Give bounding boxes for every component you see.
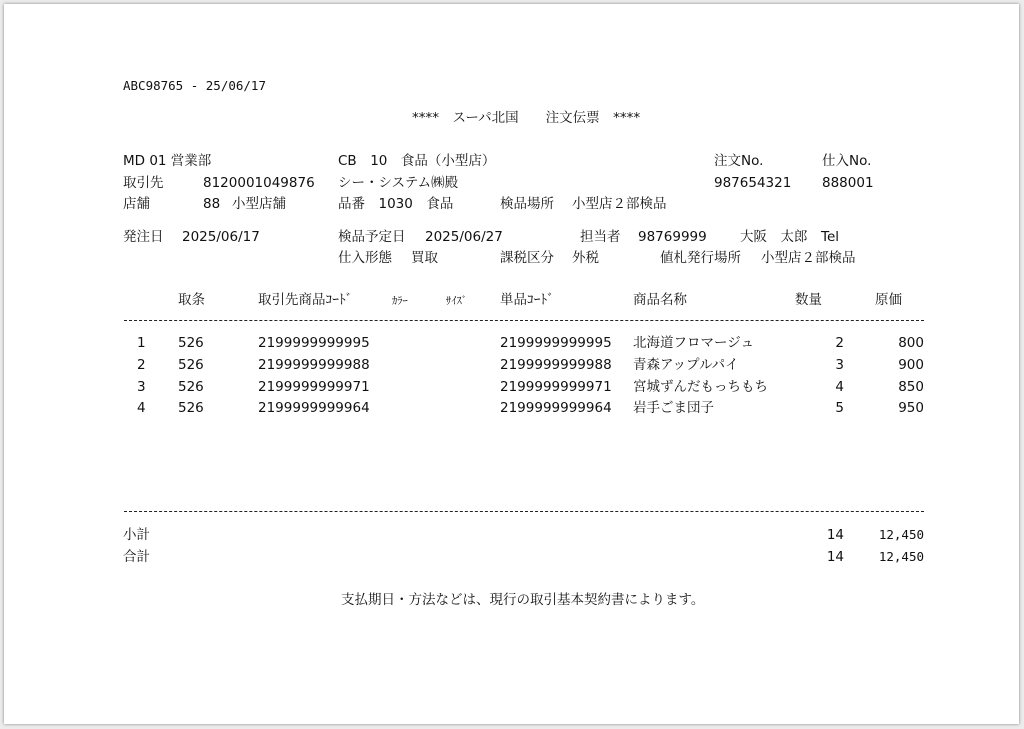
row-product-name: 青森アップルパイ bbox=[633, 357, 739, 373]
row-cost: 800 bbox=[898, 335, 924, 351]
tax-label: 課税区分 bbox=[500, 250, 554, 266]
row-supplier-code: 2199999999971 bbox=[258, 379, 370, 395]
supplier-name: シー・システム㈱殿 bbox=[338, 175, 459, 191]
order-date-label: 発注日 bbox=[123, 229, 164, 245]
subtotal-label: 小計 bbox=[123, 527, 150, 543]
row-unit-code: 2199999999995 bbox=[500, 335, 612, 351]
row-product-name: 宮城ずんだもっちもち bbox=[633, 379, 768, 395]
row-supplier-code: 2199999999988 bbox=[258, 357, 370, 373]
row-cost: 900 bbox=[898, 357, 924, 373]
row-cost: 850 bbox=[898, 379, 924, 395]
row-unit-code: 2199999999988 bbox=[500, 357, 612, 373]
item-number: 品番 1030 食品 bbox=[338, 196, 454, 212]
purchase-type: 買取 bbox=[411, 250, 438, 266]
row-unit-code: 2199999999964 bbox=[500, 400, 612, 416]
row-terms: 526 bbox=[178, 400, 204, 416]
inspect-date-label: 検品予定日 bbox=[338, 229, 406, 245]
row-product-name: 北海道フロマージュ bbox=[633, 335, 754, 351]
inspect-date: 2025/06/27 bbox=[425, 229, 503, 245]
subtotal-quantity: 14 bbox=[826, 527, 844, 543]
total-cost: 12,450 bbox=[878, 549, 924, 564]
tag-place-label: 値札発行場所 bbox=[660, 250, 741, 266]
staff-code: 98769999 bbox=[638, 229, 707, 245]
order-no-label: 注文No. bbox=[714, 153, 764, 169]
col-header-unit-code: 単品ｺｰﾄﾞ bbox=[500, 292, 554, 308]
order-no: 987654321 bbox=[714, 175, 792, 191]
store-label: 店舗 bbox=[123, 196, 150, 212]
store-name: 小型店舗 bbox=[232, 196, 286, 212]
row-product-name: 岩手ごま団子 bbox=[633, 400, 714, 416]
col-header-product-name: 商品名称 bbox=[633, 292, 687, 308]
order-date: 2025/06/17 bbox=[182, 229, 260, 245]
row-quantity: 5 bbox=[835, 400, 844, 416]
row-number: 4 bbox=[137, 400, 146, 416]
supplier-label: 取引先 bbox=[123, 175, 164, 191]
row-number: 2 bbox=[137, 357, 146, 373]
row-supplier-code: 2199999999964 bbox=[258, 400, 370, 416]
row-quantity: 4 bbox=[835, 379, 844, 395]
total-quantity: 14 bbox=[826, 549, 844, 565]
row-number: 3 bbox=[137, 379, 146, 395]
inspect-place-label: 検品場所 bbox=[500, 196, 554, 212]
staff-name: 大阪 太郎 Tel bbox=[740, 229, 840, 245]
row-quantity: 2 bbox=[835, 335, 844, 351]
row-terms: 526 bbox=[178, 357, 204, 373]
document-id: ABC98765 - 25/06/17 bbox=[123, 78, 266, 93]
row-supplier-code: 2199999999995 bbox=[258, 335, 370, 351]
tax-type: 外税 bbox=[572, 250, 599, 266]
inspect-place: 小型店２部検品 bbox=[572, 196, 667, 212]
subtotal-cost: 12,450 bbox=[878, 527, 924, 542]
order-slip-page bbox=[4, 4, 1019, 724]
payment-terms-note: 支払期日・方法などは、現行の取引基本契約書によります。 bbox=[341, 592, 705, 608]
divider-top bbox=[124, 320, 924, 321]
col-header-quantity: 数量 bbox=[795, 292, 822, 308]
divider-bottom bbox=[124, 511, 924, 512]
purchase-no-label: 仕入No. bbox=[822, 153, 872, 169]
supplier-code: 8120001049876 bbox=[203, 175, 315, 191]
row-terms: 526 bbox=[178, 379, 204, 395]
total-label: 合計 bbox=[123, 549, 150, 565]
purchase-type-label: 仕入形態 bbox=[338, 250, 392, 266]
tag-place: 小型店２部検品 bbox=[761, 250, 856, 266]
product-category: CB 10 食品（小型店） bbox=[338, 153, 496, 169]
row-terms: 526 bbox=[178, 335, 204, 351]
purchase-no: 888001 bbox=[822, 175, 874, 191]
row-quantity: 3 bbox=[835, 357, 844, 373]
staff-label: 担当者 bbox=[580, 229, 621, 245]
col-header-supplier-code: 取引先商品ｺｰﾄﾞ bbox=[258, 292, 353, 308]
col-header-terms: 取条 bbox=[178, 292, 205, 308]
col-header-color: ｶﾗｰ bbox=[392, 295, 408, 307]
store-code: 88 bbox=[203, 196, 221, 212]
col-header-size: ｻｲｽﾞ bbox=[446, 295, 467, 307]
col-header-cost: 原価 bbox=[875, 292, 902, 308]
document-title: **** スーパ北国 注文伝票 **** bbox=[412, 110, 641, 126]
department: MD 01 営業部 bbox=[123, 153, 212, 169]
row-cost: 950 bbox=[898, 400, 924, 416]
row-unit-code: 2199999999971 bbox=[500, 379, 612, 395]
row-number: 1 bbox=[137, 335, 146, 351]
